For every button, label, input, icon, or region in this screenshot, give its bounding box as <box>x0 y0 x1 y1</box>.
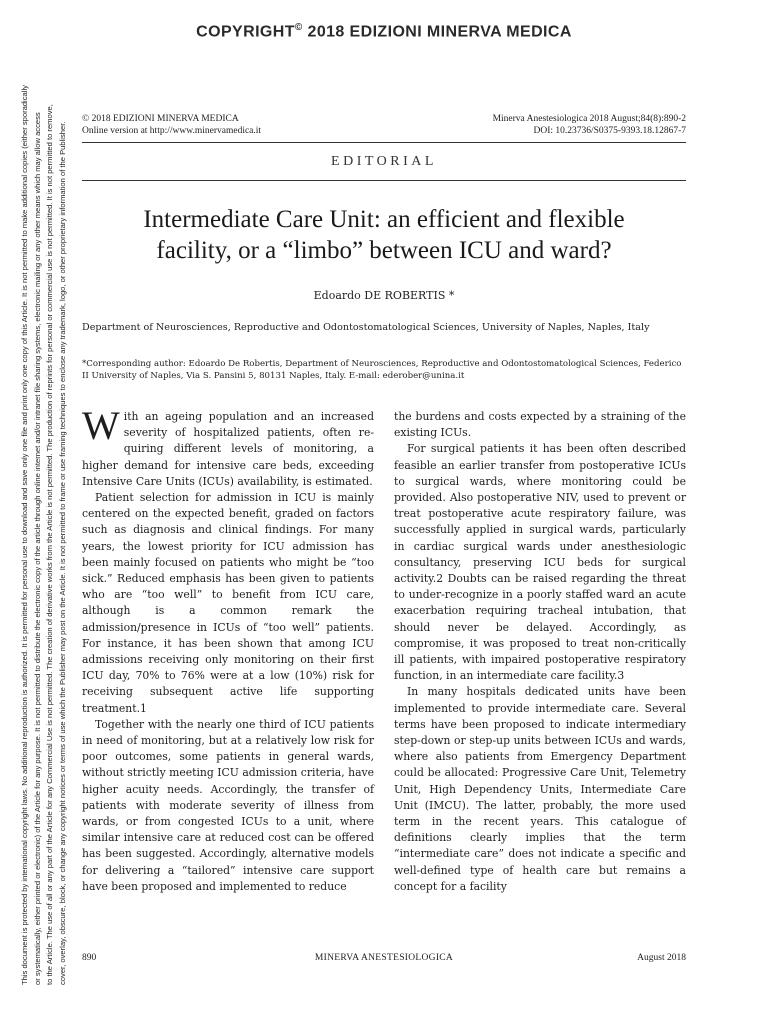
paragraph: For surgical patients it has been often described feasible an earlier transfer from postoperative ICUs to surgical wards, where monitoring could be provided. Also postoperative NIV, used to prevent or treat postoperative acute respiratory failure, was successfully applied in surgical wards, particularly in cardiac surgical wards under anesthesiologic consultancy, preserving ICU beds for surgical activity.2 Doubts can be raised regarding the threat to under-recognize in a poorly staffed ward an acute exacerbation requiring tracheal intubation, that should never be delayed. Accordingly, as compromise, it was proposed to treat non-critically ill patients, with impaired postoperative respiratory function, in an intermediate care facility.3 <box>394 442 686 683</box>
copyright-sidebar <box>19 45 69 985</box>
sidebar-line: This document is protected by international copyright laws. No additional reproduction is authorized. It is permitted for personal use to download and save only one file and print only one copy of this Article. It is not permitted to make additional copies (either sporadically <box>20 85 29 985</box>
copyright-symbol: © <box>294 22 303 33</box>
body-column-left <box>82 403 374 895</box>
copyright-banner-post: 2018 EDIZIONI MINERVA MEDICA <box>302 23 572 41</box>
sidebar-line: or systematically, either printed or electronic) of the Article for any purpose. It is not permitted to distribute the electronic copy of the article through online internet and/or intranet file sharing systems, electronic mailing or any other means which may allow access <box>32 112 42 985</box>
article-title-line: Intermediate Care Unit: an efficient and flexible <box>143 206 625 233</box>
paragraph: the burdens and costs expected by a straining of the existing ICUs. <box>394 410 686 440</box>
corresponding-author: *Corresponding author: Edoardo De Robertis, Department of Neurosciences, Reproductive and Odontostomatological Sciences, Federico II University of Naples, Via S. Pansini 5, 80131 Naples, Italy. E-mail: ederober@unina.it <box>82 359 682 381</box>
affiliation: Department of Neurosciences, Reproductive and Odontostomatological Sciences, University of Naples, Naples, Italy <box>82 322 650 333</box>
header-rule-bottom <box>82 180 686 181</box>
journal-name: MINERVA ANESTESIOLOGICA <box>314 953 454 963</box>
publisher-copyright: © 2018 EDIZIONI MINERVA MEDICA <box>82 114 239 124</box>
sidebar-line: to the Article. The use of all or any part of the Article for any Commercial Use is not permitted. The creation of derivative works from the Article is not permitted. The production of reprints for personal or commercial use is not permitted. It is not permitted to remove, <box>45 104 54 985</box>
copyright-banner-pre: COPYRIGHT <box>196 23 295 41</box>
copyright-banner <box>0 22 768 41</box>
section-label: EDITORIAL <box>331 154 437 169</box>
paragraph: In many hospitals dedicated units have been implemented to provide intermediate care. Several terms have been proposed to indicate intermediary step-down or step-up units between ICUs and wards, where also patients from Emergency Department could be allocated: Progressive Care Unit, Telemetry Unit, High Dependency Units, Intermediate Care Unit (IMCU). The latter, probably, the more used term in the recent years. This catalogue of definitions clearly implies that the term “intermediate care” does not indicate a specific and well-defined type of health care but remains a concept for a facility <box>394 685 686 893</box>
paragraph <box>82 403 374 490</box>
paragraph: Together with the nearly one third of ICU patients in need of monitoring, but at a relatively low risk for poor outcomes, some patients in general wards, without strictly meeting ICU admission criteria, have higher acuity needs. Accordingly, the transfer of patients with moderate severity of illness from wards, or from congested ICUs to a unit, where similar intensive care at reduced cost can be offered has been suggested. Accordingly, alternative models for delivering a “tailored” intensive care support have been proposed and implemented to reduce <box>82 717 374 893</box>
page-number: 890 <box>82 953 97 963</box>
paragraph: Patient selection for admission in ICU is mainly centered on the expected benefit, graded on factors such as diagnosis and clinical findings. For many years, the lowest priority for ICU admission has been mainly focused on patients who might be “too sick.” Reduced emphasis has been given to patients who are “too well” to benefit from ICU care, although is a common remark the admission/presence in ICUs of “too well” patients. For instance, it has been shown that among ICU admissions receiving only monitoring on their first ICU day, 70% to 76% were at a low (10%) risk for receiving subsequent active life supporting treatment.1 <box>82 491 374 715</box>
citation: Minerva Anestesiologica 2018 August;84(8):890-2 <box>492 114 686 124</box>
body-column-right <box>394 409 686 895</box>
header-rule-top <box>82 142 686 143</box>
online-version-link[interactable]: Online version at http://www.minervamedica.it <box>82 125 262 136</box>
drop-cap: W <box>82 403 120 448</box>
author: Edoardo DE ROBERTIS * <box>313 289 455 302</box>
issue-date: August 2018 <box>637 953 686 963</box>
doi[interactable]: DOI: 10.23736/S0375-9393.18.12867-7 <box>533 125 686 136</box>
header-right <box>493 114 686 137</box>
header-left <box>82 114 261 137</box>
sidebar-line: cover, overlay, obscure, block, or change any copyright notices or terms of use which the Publisher may post on the Article. It is not permitted to frame or use framing techniques to enclose any trademark, logo, or other proprietary information of the Publisher. <box>57 121 67 985</box>
article-title-line: facility, or a “limbo” between ICU and ward? <box>156 237 612 264</box>
article-title <box>82 204 686 266</box>
paragraph-text: ith an ageing population and an increased severity of hospitalized patients, often requiring different levels of monitoring, a higher demand for intensive care beds, exceeding Intensive Care Units (ICUs) availability, is estimated. <box>82 410 374 488</box>
